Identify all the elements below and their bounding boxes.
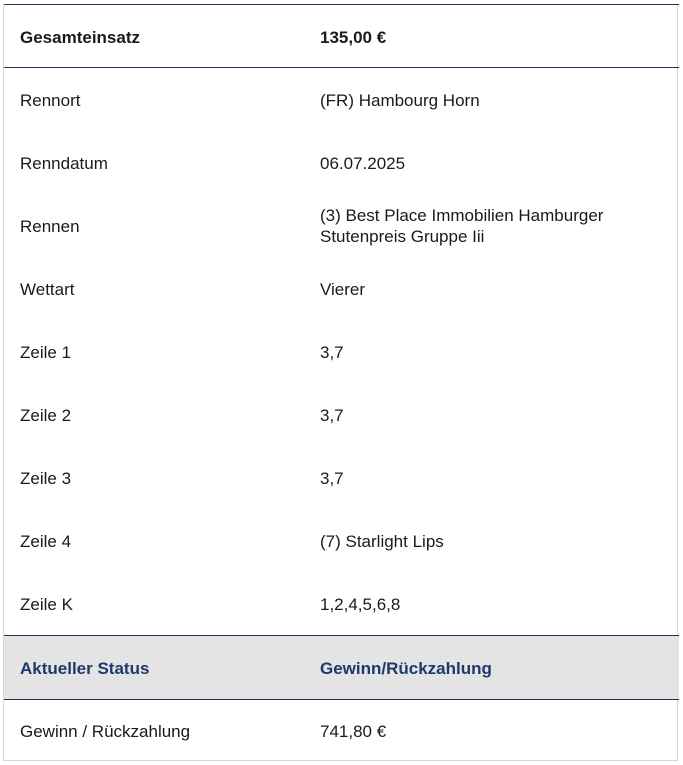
detail-row-renndatum <box>4 131 679 194</box>
detail-row-zeile-1 <box>4 320 679 383</box>
detail-label: Wettart <box>20 280 75 299</box>
detail-row-zeile-3 <box>4 446 679 509</box>
detail-value: (7) Starlight Lips <box>320 532 444 551</box>
payout-label: Gewinn / Rückzahlung <box>20 722 191 741</box>
detail-label: Rennen <box>20 217 80 236</box>
total-stake-label: Gesamteinsatz <box>20 28 140 47</box>
detail-value-line-1: (3) Best Place Immobilien Hamburger <box>320 206 604 225</box>
status-row <box>4 635 679 700</box>
total-stake-value: 135,00 € <box>320 28 387 47</box>
detail-row-zeile-k <box>4 572 679 635</box>
detail-label: Rennort <box>20 91 81 110</box>
detail-value: Vierer <box>320 280 366 299</box>
detail-label: Zeile 1 <box>20 343 72 362</box>
total-stake-row <box>4 4 679 68</box>
detail-value-line-2: Stutenpreis Gruppe Iii <box>320 227 485 246</box>
detail-label: Renndatum <box>20 154 108 173</box>
detail-label: Zeile 4 <box>20 532 72 551</box>
detail-value: (FR) Hambourg Horn <box>320 91 480 110</box>
status-label: Aktueller Status <box>20 659 150 678</box>
detail-value: 3,7 <box>320 469 344 488</box>
detail-row-zeile-4 <box>4 509 679 572</box>
detail-row-wettart <box>4 257 679 320</box>
payout-row <box>4 700 679 761</box>
status-value: Gewinn/Rückzahlung <box>320 659 492 678</box>
detail-label: Zeile 3 <box>20 469 72 488</box>
payout-value: 741,80 € <box>320 722 387 741</box>
detail-value: 1,2,4,5,6,8 <box>320 595 401 614</box>
detail-row-rennen <box>4 194 679 257</box>
bet-details-table <box>3 4 678 761</box>
detail-value: 06.07.2025 <box>320 154 406 173</box>
detail-row-zeile-2 <box>4 383 679 446</box>
detail-row-rennort <box>4 68 679 131</box>
detail-label: Zeile 2 <box>20 406 72 425</box>
detail-value: 3,7 <box>320 406 344 425</box>
detail-value: 3,7 <box>320 343 344 362</box>
detail-label: Zeile K <box>20 595 73 614</box>
